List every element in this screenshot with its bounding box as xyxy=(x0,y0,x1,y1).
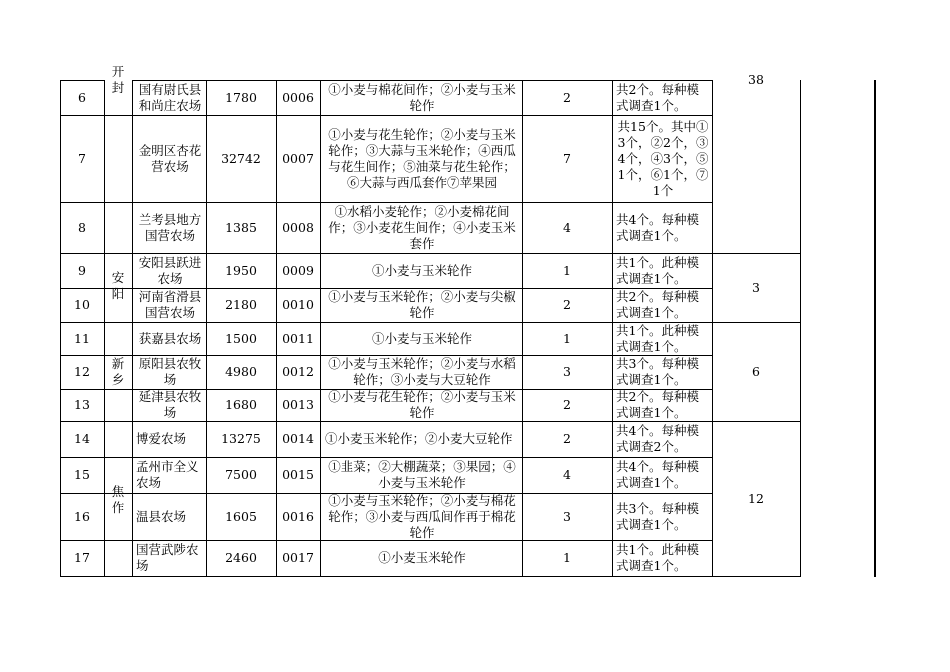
farm-area: 4980 xyxy=(225,364,257,379)
farm-area: 32742 xyxy=(221,150,261,166)
mode-count: 1 xyxy=(563,262,571,278)
region-xinxiang: 新乡 xyxy=(111,356,125,387)
planting-modes: ①小麦与玉米轮作 xyxy=(371,330,472,346)
row-index: 9 xyxy=(78,262,86,278)
planting-modes: ①小麦与玉米轮作 xyxy=(371,262,472,278)
planting-modes: ①小麦玉米轮作 xyxy=(378,550,466,565)
farm-area: 2460 xyxy=(225,550,257,565)
survey-note: 共4个。每种模式调查1个。 xyxy=(616,459,699,490)
planting-modes: ①小麦与花生轮作；②小麦与玉米轮作 xyxy=(328,389,516,420)
planting-modes: ①水稻小麦轮作；②小麦棉花间作；③小麦花生间作；④小麦玉米套作 xyxy=(328,203,516,251)
total-kaifeng: 38 xyxy=(748,72,764,87)
farm-name: 温县农场 xyxy=(136,508,187,524)
row-index: 10 xyxy=(74,297,90,312)
farm-name: 金明区杏花营农场 xyxy=(138,142,202,174)
row-index: 15 xyxy=(74,467,90,482)
region-anyang: 安阳 xyxy=(111,270,125,301)
row-index: 16 xyxy=(74,508,90,524)
farm-code: 0015 xyxy=(282,467,314,482)
mode-count: 4 xyxy=(563,467,571,482)
mode-count: 2 xyxy=(563,431,571,446)
survey-note: 共3个。每种模式调查1个。 xyxy=(616,356,699,387)
region-kaifeng: 开封 xyxy=(111,64,125,95)
farm-code: 0008 xyxy=(282,219,314,235)
row-index: 8 xyxy=(78,219,86,235)
mode-count: 1 xyxy=(563,550,571,565)
col-line xyxy=(612,80,613,577)
planting-modes: ①小麦与玉米轮作；②小麦与尖椒轮作 xyxy=(328,289,516,320)
region-jiaozuo: 焦作 xyxy=(111,484,125,515)
survey-note: 共2个。每种模式调查1个。 xyxy=(616,289,699,320)
survey-note: 共1个。此种模式调查1个。 xyxy=(616,322,699,354)
farm-area: 1680 xyxy=(225,397,257,412)
farm-area: 7500 xyxy=(225,467,257,482)
survey-note: 共2个。每种模式调查1个。 xyxy=(616,81,699,113)
row-index: 11 xyxy=(74,330,90,346)
farm-code: 0017 xyxy=(282,550,314,565)
row-line xyxy=(60,576,800,577)
farm-area: 1500 xyxy=(225,330,257,346)
mode-count: 1 xyxy=(563,330,571,346)
total-jiaozuo: 12 xyxy=(748,490,764,506)
col-line xyxy=(800,80,801,577)
col-line xyxy=(104,80,105,577)
mode-count: 2 xyxy=(563,297,571,312)
farm-area: 1950 xyxy=(225,262,257,278)
farm-name: 延津县农牧场 xyxy=(138,389,202,420)
planting-modes: ①小麦与棉花间作；②小麦与玉米轮作 xyxy=(328,81,516,113)
survey-note: 共1个。此种模式调查1个。 xyxy=(616,542,699,573)
survey-note: 共1个。此种模式调查1个。 xyxy=(616,254,699,286)
planting-modes: ①小麦与玉米轮作；②小麦与水稻轮作；③小麦与大豆轮作 xyxy=(328,356,516,387)
mode-count: 3 xyxy=(563,364,571,379)
farm-code: 0014 xyxy=(282,431,314,446)
mode-count: 4 xyxy=(563,219,571,235)
farm-name: 孟州市全义农场 xyxy=(136,459,199,490)
row-index: 12 xyxy=(74,364,90,379)
planting-modes: ①小麦与花生轮作；②小麦与玉米轮作；③大蒜与玉米轮作；④西瓜与花生间作；⑤油菜与花生轮作；⑥大蒜与西瓜套作⑦苹果园 xyxy=(328,126,516,190)
col-line xyxy=(132,80,133,577)
row-index: 17 xyxy=(74,550,90,565)
survey-note: 共15个。其中①3个，②2个，③4个，④3个，⑤1个，⑥1个，⑦1个 xyxy=(617,118,709,198)
farm-code: 0009 xyxy=(282,262,314,278)
farm-name: 国有尉氏县和尚庄农场 xyxy=(138,81,202,113)
total-xinxiang: 6 xyxy=(752,363,760,379)
row-index: 13 xyxy=(74,397,90,412)
farm-area: 1605 xyxy=(225,508,257,524)
planting-modes: ①小麦与玉米轮作；②小麦与棉花轮作；③小麦与西瓜间作再于棉花轮作 xyxy=(328,492,516,540)
row-index: 6 xyxy=(78,89,86,105)
farm-area: 1385 xyxy=(225,219,257,235)
farm-name: 原阳县农牧场 xyxy=(138,356,202,387)
farm-code: 0016 xyxy=(282,508,314,524)
planting-modes: ①韭菜；②大棚蔬菜；③果园；④小麦与玉米轮作 xyxy=(328,459,516,490)
planting-modes: ①小麦玉米轮作；②小麦大豆轮作 xyxy=(325,431,513,446)
farm-name: 兰考县地方国营农场 xyxy=(138,211,202,243)
mode-count: 2 xyxy=(563,89,571,105)
farm-area: 13275 xyxy=(221,431,261,446)
farm-code: 0010 xyxy=(282,297,314,312)
farm-code: 0011 xyxy=(282,330,314,346)
farm-name: 获嘉县农场 xyxy=(138,330,202,346)
mode-count: 7 xyxy=(563,150,571,166)
total-anyang: 3 xyxy=(752,279,760,295)
farm-name: 国营武陟农场 xyxy=(136,542,199,573)
col-line xyxy=(320,80,321,577)
farm-name: 安阳县跃进农场 xyxy=(138,254,202,286)
row-index: 14 xyxy=(74,431,90,446)
farm-area: 1780 xyxy=(225,89,257,105)
mode-count: 2 xyxy=(563,397,571,412)
farm-code: 0007 xyxy=(282,150,314,166)
farm-code: 0013 xyxy=(282,397,314,412)
survey-note: 共2个。每种模式调查1个。 xyxy=(616,389,699,420)
survey-note: 共4个。每种模式调查2个。 xyxy=(616,423,699,454)
farm-name: 博爱农场 xyxy=(136,431,187,446)
mode-count: 3 xyxy=(563,508,571,524)
col-line xyxy=(874,80,876,577)
survey-note: 共3个。每种模式调查1个。 xyxy=(616,500,699,532)
farm-code: 0012 xyxy=(282,364,314,379)
row-index: 7 xyxy=(78,150,86,166)
farm-area: 2180 xyxy=(225,297,257,312)
survey-note: 共4个。每种模式调查1个。 xyxy=(616,211,699,243)
farm-name: 河南省滑县国营农场 xyxy=(138,289,202,320)
farm-code: 0006 xyxy=(282,89,314,105)
